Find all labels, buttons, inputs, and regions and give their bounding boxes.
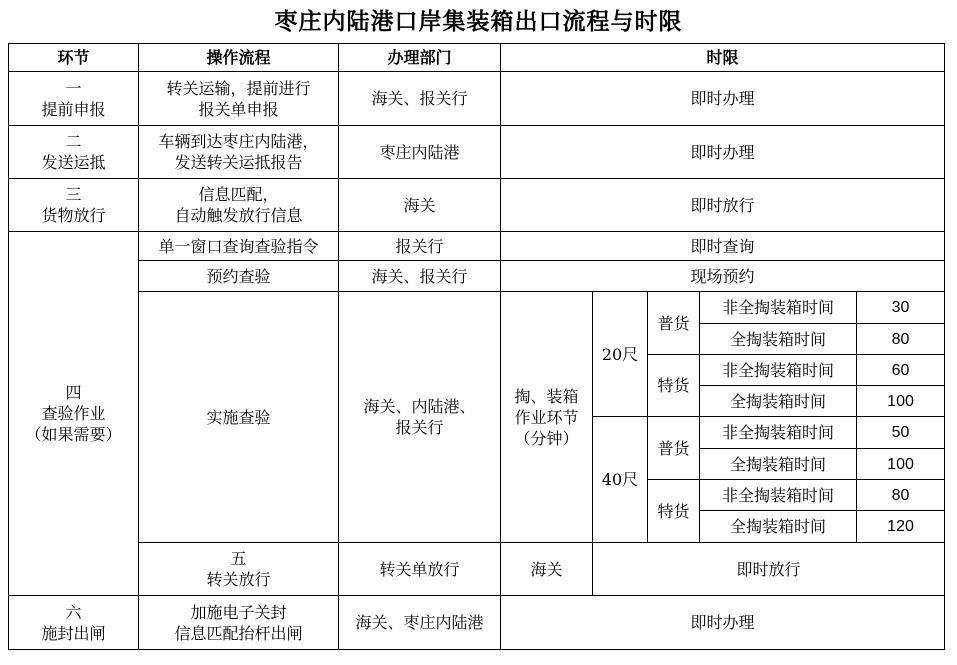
process-cell: 转关运输，提前进行 报关单申报: [139, 72, 339, 126]
time-limit-cell: 即时查询: [501, 232, 945, 261]
container-size-40: 40尺: [593, 417, 648, 543]
time-limit-cell: 即时办理: [501, 596, 945, 650]
time-limit-cell: 现场预约: [501, 261, 945, 292]
stage-cell: 六 施封出闸: [9, 596, 139, 650]
process-cell: 单一窗口查询查验指令: [139, 232, 339, 261]
duration-value: 100: [857, 386, 945, 417]
duration-value: 100: [857, 449, 945, 480]
process-cell: 实施查验: [139, 292, 339, 543]
container-size-20: 20尺: [593, 292, 648, 417]
department-cell: 海关、枣庄内陆港: [339, 596, 501, 650]
process-cell: 转关单放行: [339, 543, 501, 596]
table-row: [9, 596, 945, 650]
cargo-type-cell: 特货: [648, 355, 700, 417]
cargo-type-cell: 普货: [648, 292, 700, 355]
stage-cell: 四 查验作业 （如果需要）: [9, 232, 139, 596]
header-time-limit: 时限: [501, 44, 945, 72]
process-cell: 预约查验: [139, 261, 339, 292]
table-row: [9, 543, 945, 596]
cargo-type-cell: 特货: [648, 480, 700, 543]
process-cell: 信息匹配， 自动触发放行信息: [139, 179, 339, 232]
table-row: [9, 261, 945, 292]
process-cell: 加施电子关封 信息匹配抬杆出闸: [139, 596, 339, 650]
duration-value: 80: [857, 324, 945, 355]
duration-label: 全掏装箱时间: [700, 511, 857, 543]
duration-label: 全掏装箱时间: [700, 324, 857, 355]
stage-cell: 二 发送运抵: [9, 126, 139, 179]
table-row: [9, 292, 945, 324]
duration-label: 非全掏装箱时间: [700, 355, 857, 386]
department-cell: 海关、报关行: [339, 261, 501, 292]
department-cell: 海关、内陆港、 报关行: [339, 292, 501, 543]
duration-value: 30: [857, 292, 945, 324]
duration-label: 非全掏装箱时间: [700, 417, 857, 449]
header-department: 办理部门: [339, 44, 501, 72]
process-cell: 车辆到达枣庄内陆港， 发送转关运抵报告: [139, 126, 339, 179]
duration-value: 50: [857, 417, 945, 449]
stage-cell: 一 提前申报: [9, 72, 139, 126]
department-cell: 海关: [501, 543, 593, 596]
duration-value: 60: [857, 355, 945, 386]
header-stage: 环节: [9, 44, 139, 72]
header-process: 操作流程: [139, 44, 339, 72]
department-cell: 海关、报关行: [339, 72, 501, 126]
department-cell: 报关行: [339, 232, 501, 261]
table-row: [9, 232, 945, 261]
time-limit-cell: 即时放行: [593, 543, 945, 596]
page-title: 枣庄内陆港口岸集装箱出口流程与时限: [274, 8, 683, 35]
duration-value: 120: [857, 511, 945, 543]
process-table: [8, 43, 945, 650]
stage-cell: 五 转关放行: [139, 543, 339, 596]
work-phase-cell: 掏、装箱 作业环节 （分钟）: [501, 292, 593, 543]
stage-cell: 三 货物放行: [9, 179, 139, 232]
table-row: [9, 179, 945, 232]
duration-label: 全掏装箱时间: [700, 386, 857, 417]
header-row: [9, 44, 945, 72]
time-limit-cell: 即时办理: [501, 72, 945, 126]
duration-label: 非全掏装箱时间: [700, 292, 857, 324]
table-row: [9, 126, 945, 179]
time-limit-cell: 即时办理: [501, 126, 945, 179]
department-cell: 海关: [339, 179, 501, 232]
duration-value: 80: [857, 480, 945, 511]
department-cell: 枣庄内陆港: [339, 126, 501, 179]
duration-label: 非全掏装箱时间: [700, 480, 857, 511]
duration-label: 全掏装箱时间: [700, 449, 857, 480]
time-limit-cell: 即时放行: [501, 179, 945, 232]
table-row: [9, 72, 945, 126]
cargo-type-cell: 普货: [648, 417, 700, 480]
